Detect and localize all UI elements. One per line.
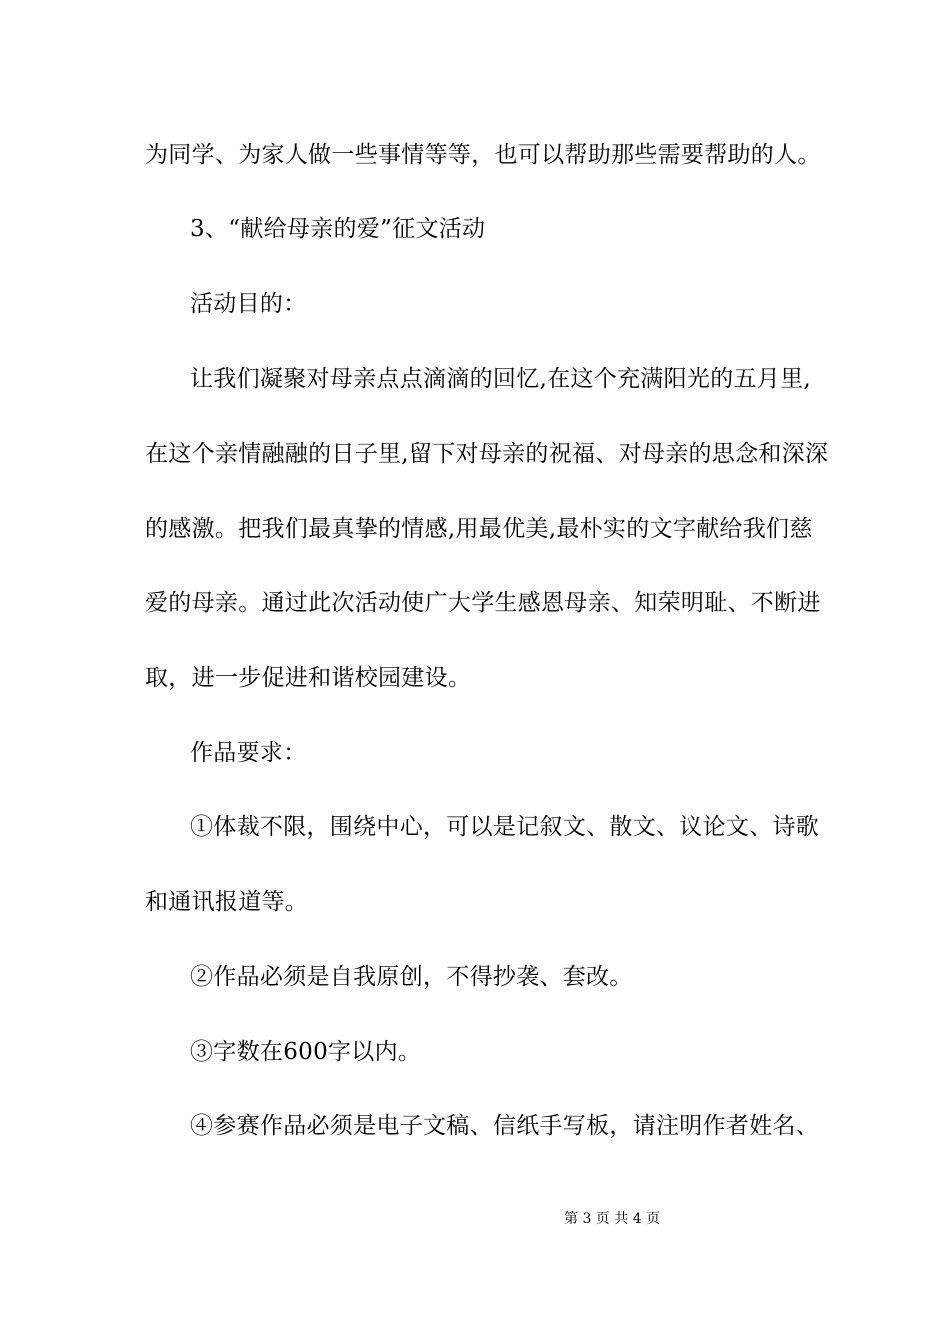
requirement-item: ④参赛作品必须是电子文稿、信纸手写板，请注明作者姓名、 — [190, 1113, 820, 1139]
paragraph-line: 为同学、为家人做一些事情等等，也可以帮助那些需要帮助的人。 — [145, 142, 821, 168]
paragraph-line: 在这个亲情融融的日子里,留下对母亲的祝福、对母亲的思念和深深 — [145, 441, 829, 467]
paragraph-line: 的感激。把我们最真挚的情感,用最优美,最朴实的文字献给我们慈 — [145, 516, 813, 542]
paragraph-line: 爱的母亲。通过此次活动使广大学生感恩母亲、知荣明耻、不断进 — [145, 590, 821, 616]
subheading-purpose: 活动目的： — [190, 291, 307, 317]
requirement-item: ③字数在600字以内。 — [190, 1039, 422, 1065]
subheading-requirements: 作品要求： — [190, 740, 307, 766]
requirement-item: ②作品必须是自我原创，不得抄袭、套改。 — [190, 964, 633, 990]
page-number: 第 3 页 共 4 页 — [564, 1211, 661, 1227]
section-heading: 3、“献给母亲的爱”征文活动 — [190, 216, 486, 242]
paragraph-line: 让我们凝聚对母亲点点滴滴的回忆,在这个充满阳光的五月里, — [190, 366, 812, 392]
requirement-item-continuation: 和通讯报道等。 — [145, 889, 309, 915]
requirement-item: ①体裁不限，围绕中心，可以是记叙文、散文、议论文、诗歌 — [190, 814, 820, 840]
paragraph-line: 取，进一步促进和谐校园建设。 — [145, 665, 472, 691]
